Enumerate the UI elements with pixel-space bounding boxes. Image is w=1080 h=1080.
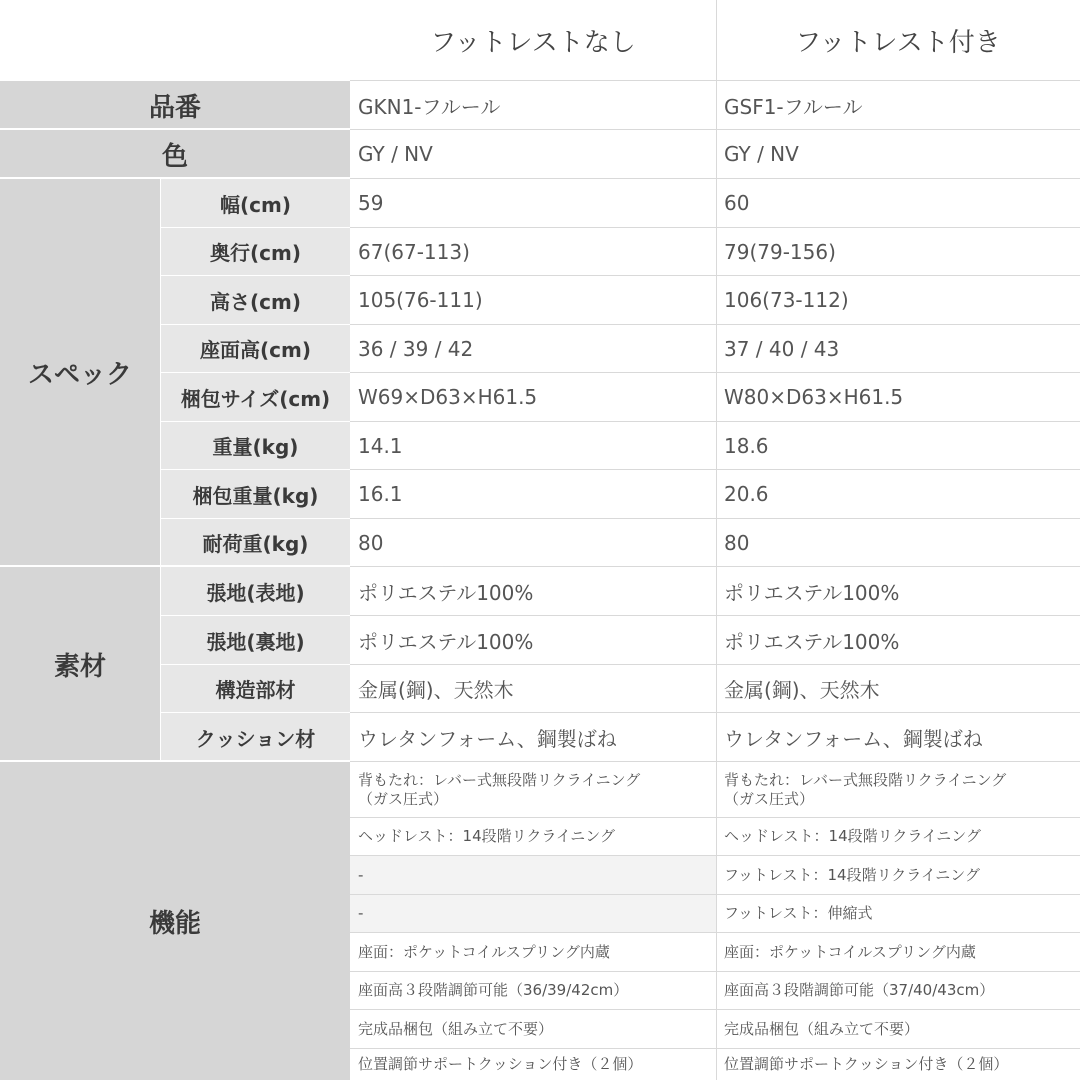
function-footrest-extend-with-footrest: フットレスト：伸縮式 <box>716 895 1080 932</box>
row-divider <box>350 1048 1080 1049</box>
function-seat-coil-with-footrest: 座面：ポケットコイルスプリング内蔵 <box>716 933 1080 971</box>
row-divider <box>350 518 1080 519</box>
spec-label-load-capacity: 耐荷重(kg) <box>161 519 350 566</box>
spec-label-package-size: 梱包サイズ(cm) <box>161 373 350 421</box>
spec-label-seat-height: 座面高(cm) <box>161 325 350 372</box>
function-footrest-extend-no-footrest: - <box>350 895 716 932</box>
label-separator <box>0 128 350 130</box>
material-upholstery-back-no-footrest: ポリエステル100% <box>350 616 716 664</box>
function-support-cushion-with-footrest: 位置調節サポートクッション付き（２個） <box>716 1049 1080 1080</box>
row-divider <box>350 80 1080 81</box>
row-divider <box>350 971 1080 972</box>
spec-depth-no-footrest: 67(67-113) <box>350 228 716 275</box>
function-assembled-with-footrest: 完成品梱包（組み立て不要） <box>716 1010 1080 1048</box>
function-headrest-no-footrest: ヘッドレスト：14段階リクライニング <box>350 818 716 855</box>
row-label-model-number: 品番 <box>0 81 350 129</box>
row-divider <box>350 932 1080 933</box>
spec-width-with-footrest: 60 <box>716 179 1080 227</box>
label-separator <box>0 565 350 567</box>
spec-label-package-weight: 梱包重量(kg) <box>161 470 350 518</box>
spec-label-weight: 重量(kg) <box>161 422 350 469</box>
row-divider <box>350 469 1080 470</box>
spec-package-weight-no-footrest: 16.1 <box>350 470 716 518</box>
group-label-material: 素材 <box>0 567 160 761</box>
row-divider <box>350 855 1080 856</box>
spec-package-size-with-footrest: W80×D63×H61.5 <box>716 373 1080 421</box>
row-divider <box>350 664 1080 665</box>
spec-package-size-no-footrest: W69×D63×H61.5 <box>350 373 716 421</box>
header-col-with-footrest: フットレスト付き <box>716 0 1080 80</box>
spec-height-no-footrest: 105(76-111) <box>350 276 716 324</box>
label-separator <box>0 177 350 179</box>
material-upholstery-face-with-footrest: ポリエステル100% <box>716 567 1080 615</box>
model-number-with-footrest: GSF1-フルール <box>716 81 1080 129</box>
material-label-structure: 構造部材 <box>161 665 350 712</box>
function-seat-coil-no-footrest: 座面：ポケットコイルスプリング内蔵 <box>350 933 716 971</box>
row-divider <box>350 324 1080 325</box>
spec-width-no-footrest: 59 <box>350 179 716 227</box>
function-footrest-recline-with-footrest: フットレスト：14段階リクライニング <box>716 856 1080 894</box>
spec-height-with-footrest: 106(73-112) <box>716 276 1080 324</box>
spec-seat-height-no-footrest: 36 / 39 / 42 <box>350 325 716 372</box>
material-structure-with-footrest: 金属(鋼)、天然木 <box>716 665 1080 712</box>
material-label-upholstery-back: 張地(裏地) <box>161 616 350 664</box>
spec-label-depth: 奥行(cm) <box>161 228 350 275</box>
function-support-cushion-no-footrest: 位置調節サポートクッション付き（２個） <box>350 1049 716 1080</box>
spec-seat-height-with-footrest: 37 / 40 / 43 <box>716 325 1080 372</box>
function-backrest-no-footrest: 背もたれ：レバー式無段階リクライニング （ガス圧式） <box>350 762 716 817</box>
function-footrest-recline-no-footrest: - <box>350 856 716 894</box>
group-label-spec: スペック <box>0 179 160 566</box>
row-divider <box>350 712 1080 713</box>
material-label-cushion: クッション材 <box>161 713 350 761</box>
spec-label-width: 幅(cm) <box>161 179 350 227</box>
row-divider <box>350 227 1080 228</box>
material-structure-no-footrest: 金属(鋼)、天然木 <box>350 665 716 712</box>
group-label-function: 機能 <box>0 762 350 1080</box>
row-divider <box>350 372 1080 373</box>
function-headrest-with-footrest: ヘッドレスト：14段階リクライニング <box>716 818 1080 855</box>
material-cushion-with-footrest: ウレタンフォーム、鋼製ばね <box>716 713 1080 761</box>
material-upholstery-back-with-footrest: ポリエステル100% <box>716 616 1080 664</box>
spec-label-height: 高さ(cm) <box>161 276 350 324</box>
material-label-upholstery-face: 張地(表地) <box>161 567 350 615</box>
row-divider <box>350 275 1080 276</box>
material-upholstery-face-no-footrest: ポリエステル100% <box>350 567 716 615</box>
row-divider <box>350 566 1080 567</box>
row-divider <box>350 178 1080 179</box>
label-separator <box>0 760 350 762</box>
function-seat-height-adjust-no-footrest: 座面高３段階調節可能（36/39/42cm） <box>350 972 716 1009</box>
row-divider <box>350 817 1080 818</box>
column-divider <box>716 0 717 1080</box>
row-divider <box>350 1009 1080 1010</box>
spec-load-capacity-no-footrest: 80 <box>350 519 716 566</box>
spec-package-weight-with-footrest: 20.6 <box>716 470 1080 518</box>
row-divider <box>350 761 1080 762</box>
spec-depth-with-footrest: 79(79-156) <box>716 228 1080 275</box>
function-assembled-no-footrest: 完成品梱包（組み立て不要） <box>350 1010 716 1048</box>
function-backrest-with-footrest: 背もたれ：レバー式無段階リクライニング （ガス圧式） <box>716 762 1080 817</box>
model-number-no-footrest: GKN1-フルール <box>350 81 716 129</box>
spec-weight-with-footrest: 18.6 <box>716 422 1080 469</box>
color-no-footrest: GY / NV <box>350 130 716 178</box>
material-cushion-no-footrest: ウレタンフォーム、鋼製ばね <box>350 713 716 761</box>
header-col-no-footrest: フットレストなし <box>350 0 716 80</box>
row-divider <box>350 421 1080 422</box>
row-divider <box>350 894 1080 895</box>
spec-weight-no-footrest: 14.1 <box>350 422 716 469</box>
function-seat-height-adjust-with-footrest: 座面高３段階調節可能（37/40/43cm） <box>716 972 1080 1009</box>
spec-load-capacity-with-footrest: 80 <box>716 519 1080 566</box>
color-with-footrest: GY / NV <box>716 130 1080 178</box>
row-divider <box>350 129 1080 130</box>
row-label-color: 色 <box>0 130 350 178</box>
row-divider <box>350 615 1080 616</box>
